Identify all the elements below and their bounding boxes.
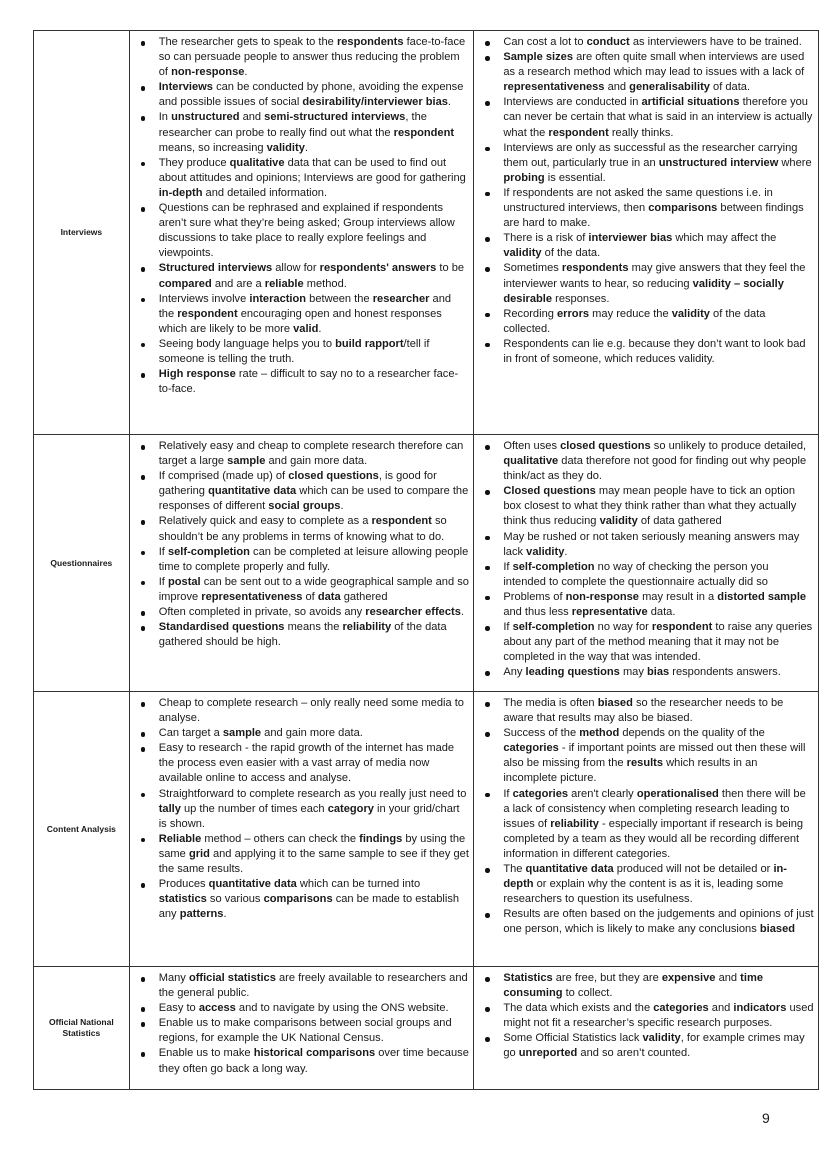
bold-term: Standardised questions (158, 621, 285, 634)
bold-term: compared (158, 277, 212, 290)
bold-term: validity (503, 247, 542, 260)
bold-term: interaction (249, 292, 307, 305)
bullet-item (159, 726, 470, 741)
bold-term: categories (653, 1002, 709, 1015)
bold-term: validity (642, 1032, 681, 1045)
bullet-item (159, 971, 470, 1001)
bullet-text: and so aren’t counted. (577, 1047, 691, 1060)
bullet-item (503, 307, 814, 337)
bullet-item (159, 1001, 470, 1016)
bullet-text: Some Official Statistics lack (503, 1032, 643, 1045)
bullet-text: Interviews involve (158, 292, 250, 305)
advantages-cell (129, 692, 474, 967)
bullet-text: depends on the quality of the (619, 727, 765, 740)
bullet-text: Cheap to complete research – only really need some media to analyse. (158, 697, 464, 725)
bullet-text: face-to-face so can persuade people to answer thus reducing the problem of (158, 36, 466, 79)
bold-term: non-response (171, 66, 245, 79)
bullet-item (503, 1001, 814, 1031)
bullet-text: , for example crimes may go (503, 1032, 805, 1060)
bullet-text: May be rushed or not taken seriously meaning answers may lack (503, 530, 800, 558)
bullet-text: data. (647, 606, 676, 619)
bullet-text: . (318, 322, 322, 335)
disadvantages-list (478, 35, 814, 367)
bold-term: representative (571, 606, 648, 619)
advantages-list (134, 696, 470, 922)
bullet-text: by using the same (158, 832, 466, 860)
bullet-text: If (158, 545, 168, 558)
bold-term: respondent (548, 126, 609, 139)
bullet-item (503, 696, 814, 726)
bullet-item (159, 292, 470, 337)
bullet-text: and (708, 1002, 734, 1015)
bullet-text: over time because they often go back a long way. (158, 1047, 469, 1075)
bullet-text: which can be used to compare the responses of different (158, 485, 469, 513)
bullet-text: so the researcher needs to be aware that results may also be biased. (503, 697, 784, 725)
bold-term: High response (158, 368, 236, 381)
bullet-text: There is a risk of (503, 232, 589, 245)
bullet-text: Easy to research - the rapid growth of the internet has made the process even easier with a vast array of media now available online to access and analyse. (158, 742, 455, 785)
bold-term: quantitative data (208, 878, 297, 891)
bullet-text: Can cost a lot to (503, 36, 587, 48)
bold-term: closed questions (560, 440, 651, 452)
bullet-text: encouraging open and honest responses which are likely to be more (158, 307, 442, 335)
bold-term: semi-structured interviews (264, 111, 406, 124)
bullet-item (503, 726, 814, 786)
bold-term: validity (599, 515, 638, 528)
bullet-text: so unlikely to produce detailed, (650, 440, 807, 452)
bullet-text: Results are often based on the judgements and opinions of just one person, which is likely to make any conclusions (503, 908, 814, 936)
bullet-text: where (778, 156, 812, 169)
bullet-item (503, 261, 814, 306)
bullet-item (159, 605, 470, 620)
bullet-item (159, 1016, 470, 1046)
advantages-cell (129, 435, 474, 692)
bold-term: reliability (342, 621, 392, 634)
bold-term: patterns (179, 908, 224, 921)
bullet-text: up the number of times each (180, 802, 328, 815)
bullet-text: . (460, 606, 464, 619)
bullet-text: - especially important if research is being completed by a team as they would all be recording different information in different categories. (503, 817, 804, 860)
bullet-item (159, 1046, 470, 1076)
bold-term: historical comparisons (253, 1047, 376, 1060)
bullet-text: Respondents can lie e.g. because they don’t want to look bad in front of someone, which reduces validity. (503, 337, 806, 365)
bold-term: quantitative data (208, 485, 297, 498)
method-label: Content Analysis (34, 692, 130, 967)
bullet-text: rate – difficult to say no to a researcher face-to-face. (158, 368, 459, 396)
bullet-item (503, 35, 814, 50)
bullet-text: are often quite small when interviews are used as a research method which may lead to issues with a lack of (503, 51, 805, 79)
bullet-text: between the (306, 292, 373, 305)
bullet-text: Often uses (503, 440, 561, 452)
bullet-item (159, 35, 470, 80)
bullet-text: produced will not be detailed or (613, 863, 774, 876)
bullet-text: and the (158, 292, 452, 320)
bullet-text: Often completed in private, so avoids any (158, 606, 366, 619)
bold-term: self-completion (167, 545, 250, 558)
bold-term: respondents' answers (319, 262, 437, 275)
bold-term: postal (167, 575, 201, 588)
bullet-text: allow for (272, 262, 320, 275)
disadvantages-list (478, 971, 814, 1062)
bullet-text: may give answers that they feel the interviewer wants to hear, so reducing (503, 262, 806, 290)
disadvantages-list (478, 439, 814, 681)
bullet-text: Many (158, 972, 189, 984)
bullet-text: If (503, 621, 513, 634)
bullet-item (503, 907, 814, 937)
bold-term: respondent (371, 515, 432, 528)
bullet-text: Interviews are conducted in (503, 96, 642, 109)
bullet-text: . (564, 545, 568, 558)
bullet-item (159, 575, 470, 605)
bullet-text: Produces (158, 878, 209, 891)
bold-term: researcher effects (365, 606, 461, 619)
bullet-text: Enable us to make (158, 1047, 254, 1060)
bold-term: findings (359, 832, 403, 845)
bullet-text: If respondents are not asked the same questions i.e. in unstructured interviews, then (503, 186, 773, 215)
bold-term: representativeness (503, 81, 605, 94)
bold-term: sample (222, 727, 262, 740)
bold-term: operationalised (636, 787, 719, 800)
bullet-text: of the data. (541, 247, 601, 260)
bullet-text: Success of the (503, 727, 580, 740)
bold-term: quantitative data (525, 863, 614, 876)
bullet-item (159, 110, 470, 155)
bold-term: Interviews (158, 81, 213, 94)
bold-term: validity (671, 307, 710, 320)
bullet-text: means, so increasing (158, 141, 267, 154)
bullet-text: method. (303, 277, 347, 290)
bullet-item (503, 95, 814, 140)
bullet-item (159, 261, 470, 291)
bullet-text: so various (206, 893, 264, 906)
bullet-text: to raise any queries about any part of the method meaning that it may not be completed in the way that was intended. (503, 621, 813, 664)
bullet-text: They produce (158, 156, 230, 169)
bullet-text: Any (503, 666, 526, 679)
bullet-text: to be (436, 262, 465, 275)
disadvantages-cell (474, 967, 819, 1090)
bullet-text: between findings are hard to make. (503, 202, 804, 230)
bullet-text: Sometimes (503, 262, 562, 275)
bullet-item (159, 696, 470, 726)
bold-term: indicators (733, 1002, 787, 1015)
bullet-item (503, 50, 814, 95)
bullet-text: or explain why the content is as it is, leading some researchers to question its usefulness. (503, 878, 784, 906)
bullet-text: /tell if someone is telling the truth. (158, 337, 430, 365)
bullet-text: Straightforward to complete research as you really just need to (158, 787, 467, 800)
bullet-text: is essential. (544, 171, 606, 184)
bullet-text: used might not fit a researcher’s specific research purposes. (503, 1002, 814, 1030)
bold-term: bias (646, 666, 670, 679)
bold-term: validity (266, 141, 305, 154)
bold-term: interviewer bias (588, 232, 673, 245)
bullet-text: and are a (211, 277, 265, 290)
bullet-text: of (302, 590, 318, 603)
bold-term: reliability (550, 817, 599, 830)
bold-term: build rapport (335, 337, 404, 350)
bullet-text: no way of checking the person you intended to complete the questionnaire actually did so (503, 560, 769, 588)
bullet-text: . (340, 500, 344, 513)
bold-term: respondent (393, 126, 455, 139)
bold-term: expensive (661, 972, 716, 984)
bullet-text: which results in an incomplete picture. (503, 757, 758, 785)
bullet-text: as interviewers have to be trained. (629, 36, 802, 48)
bold-term: self-completion (512, 560, 595, 573)
bullet-text: Seeing body language helps you to (158, 337, 336, 350)
bullet-item (159, 439, 470, 469)
bullet-text: which may affect the (672, 232, 777, 245)
bullet-text: which can be turned into (296, 878, 421, 891)
bullet-text: The media is often (503, 697, 598, 709)
bold-term: unstructured interview (658, 156, 779, 169)
bullet-text: and to navigate by using the ONS website. (235, 1002, 449, 1015)
advantages-list (134, 439, 470, 650)
bullet-text: may reduce the (589, 307, 672, 320)
bullet-item (159, 877, 470, 922)
bullet-text: therefore you can never be certain that what is said in an interview is actually what the (503, 96, 813, 139)
bold-term: data (317, 590, 341, 603)
bullet-text: Interviews are only as successful as the researcher carrying them out, particularly true in an (503, 141, 798, 169)
bullet-text: and thus less (503, 606, 572, 619)
bold-term: comparisons (263, 893, 333, 906)
bullet-text: method – others can check the (201, 832, 360, 845)
bullet-item (503, 862, 814, 907)
table-row-questionnaires (34, 435, 819, 692)
bullet-text: . (223, 908, 227, 921)
bullet-text: responses. (552, 292, 610, 305)
bullet-text: . (304, 141, 308, 154)
bold-term: reliable (264, 277, 304, 290)
bullet-text: , is good for gathering (158, 470, 437, 498)
bold-term: respondents (336, 36, 404, 48)
bullet-text: , the researcher can probe to really find out what the (158, 111, 427, 139)
bullet-text: data that can be used to find out about attitudes and opinions; Interviews are good for gathering (158, 156, 466, 184)
bullet-item (503, 1031, 814, 1061)
table-row-official-statistics (34, 967, 819, 1090)
bullet-text: . (447, 96, 452, 109)
bullet-item (503, 971, 814, 1001)
table-row-interviews (34, 31, 819, 435)
bullet-text: and gain more data. (265, 455, 368, 468)
bold-term: sample (227, 455, 266, 468)
bold-term: grid (188, 847, 210, 860)
method-label: Questionnaires (34, 435, 130, 692)
bold-term: social groups (268, 500, 341, 513)
bold-term: respondent (177, 307, 238, 320)
bullet-item (159, 156, 470, 201)
bullet-text: The researcher gets to speak to the (158, 36, 337, 48)
bullet-text: may (619, 666, 647, 679)
bullet-text: Questions can be rephrased and explained if respondents aren’t sure what they’re being asked; Group interviews allow discussions to take place to really explore feelings and viewpoints. (158, 202, 455, 260)
bullet-text: Problems of (503, 590, 566, 603)
disadvantages-cell (474, 692, 819, 967)
bold-term: categories (512, 787, 569, 800)
bullet-text: are freely available to researchers and the general public. (158, 972, 468, 1000)
bullet-item (503, 186, 814, 231)
bullet-item (159, 545, 470, 575)
bold-term: biased (597, 697, 633, 709)
bullet-item (159, 514, 470, 544)
bold-term: in-depth (158, 186, 203, 199)
bold-term: category (327, 802, 374, 815)
bullet-text: of data. (709, 81, 751, 94)
bullet-item (159, 201, 470, 261)
bold-term: respondent (651, 621, 713, 634)
bold-term: in-depth (503, 863, 787, 891)
bold-term: time consuming (503, 972, 763, 1000)
bold-term: self-completion (512, 621, 595, 634)
bold-term: comparisons (648, 202, 718, 215)
bullet-text: can be completed at leisure allowing people time to complete properly and fully. (158, 545, 469, 573)
bullet-item (503, 620, 814, 665)
bold-term: validity (526, 545, 565, 558)
bullet-text: and (604, 81, 630, 94)
bold-term: leading questions (525, 666, 620, 679)
bullet-text: Easy to (158, 1002, 199, 1015)
bullet-text: - if important points are missed out then these will also be missing from the (503, 742, 806, 770)
disadvantages-cell (474, 31, 819, 435)
bullet-text: may result in a (638, 590, 718, 603)
bullet-text: and (715, 972, 741, 984)
bold-term: respondents (561, 262, 629, 275)
advantages-cell (129, 967, 474, 1090)
bullet-item (159, 832, 470, 877)
bullet-text: no way for (594, 621, 652, 634)
bold-term: Reliable (158, 832, 202, 845)
bullet-text: and applying it to the same sample to see if they get the same results. (158, 847, 469, 876)
bullet-item (159, 337, 470, 367)
bold-term: results (626, 757, 664, 770)
bold-term: Sample sizes (503, 51, 574, 64)
bullet-text: of the data gathered should be high. (158, 621, 447, 649)
bold-term: desirability/interviewer bias (302, 96, 448, 109)
table-row-content-analysis (34, 692, 819, 967)
bold-term: representativeness (201, 590, 303, 603)
bullet-item (503, 439, 814, 484)
bullet-text: Can target a (158, 727, 223, 740)
bullet-item (159, 469, 470, 514)
bullet-text: of the data collected. (503, 307, 766, 335)
bold-term: qualitative (503, 455, 559, 468)
bullet-item (503, 590, 814, 620)
bullet-item (503, 231, 814, 261)
bold-term: qualitative (229, 156, 285, 169)
bold-term: conduct (586, 36, 630, 48)
bold-term: Closed questions (503, 485, 596, 498)
bullet-item (159, 620, 470, 650)
bullet-text: The data which exists and the (503, 1002, 654, 1015)
bullet-text: and gain more data. (261, 727, 363, 740)
bold-term: valid (293, 322, 319, 335)
bold-term: Structured interviews (158, 262, 273, 275)
bold-term: access (198, 1002, 236, 1015)
bullet-text: aren't clearly (568, 787, 637, 800)
bullet-text: really thinks. (608, 126, 674, 139)
bullet-text: of data gathered (637, 515, 722, 528)
bullet-text: can be sent out to a wide geographical sample and so improve (158, 575, 469, 603)
method-label: Interviews (34, 31, 130, 435)
bullet-item (503, 665, 814, 680)
bold-term: validity – socially desirable (503, 277, 784, 305)
bullet-text: and detailed information. (202, 186, 328, 199)
bold-term: statistics (158, 893, 207, 906)
method-label: Official National Statistics (34, 967, 130, 1090)
bullet-text: Enable us to make comparisons between social groups and regions, for example the UK National Census. (158, 1017, 452, 1045)
bold-term: Statistics (503, 972, 553, 984)
bullet-text: may mean people have to tick an option box closest to what they think rather than what they actually think thus reducing (503, 485, 797, 528)
bold-term: unstructured (171, 111, 240, 124)
bold-term: distorted sample (717, 590, 807, 603)
bullet-text: in your grid/chart is shown. (158, 802, 460, 830)
bullet-text: . (244, 66, 248, 79)
bold-term: researcher (372, 292, 430, 305)
bullet-text: Relatively easy and cheap to complete research therefore can target a large (158, 440, 464, 468)
bold-term: biased (759, 923, 796, 936)
bullet-text: means the (284, 621, 343, 634)
bullet-item (503, 560, 814, 590)
bullet-text: data therefore not good for finding out why people think/act as they do. (503, 455, 807, 483)
bullet-item (159, 741, 470, 786)
disadvantages-cell (474, 435, 819, 692)
bullet-text: If (158, 575, 168, 588)
bullet-item (159, 80, 470, 110)
bullet-text: so shouldn’t be any problems in terms of knowing what to do. (158, 515, 447, 543)
bold-term: errors (557, 307, 590, 320)
bullet-text: Recording (503, 307, 557, 320)
bullet-text: If (503, 787, 513, 800)
bullet-text: can be conducted by phone, avoiding the expense and possible issues of social (158, 81, 464, 109)
bullet-text: If (503, 560, 513, 573)
bullet-text: then there will be a lack of consistency when completing research leading to issues of (503, 787, 806, 830)
bullet-text: In (158, 111, 172, 124)
bold-term: artificial situations (641, 96, 740, 109)
bullet-item (159, 787, 470, 832)
bullet-item (503, 787, 814, 862)
disadvantages-list (478, 696, 814, 938)
bullet-text: and (239, 111, 265, 124)
bold-term: unreported (518, 1047, 578, 1060)
bullet-text: If comprised (made up) of (158, 470, 289, 483)
bullet-item (503, 141, 814, 186)
bullet-item (503, 484, 814, 529)
bullet-text: gathered (340, 590, 388, 603)
bullet-text: respondents answers. (669, 666, 781, 679)
page-number: 9 (762, 1110, 770, 1126)
bold-term: categories (503, 742, 559, 755)
bullet-item (159, 367, 470, 397)
bold-term: official statistics (188, 972, 276, 984)
bullet-text: are free, but they are (552, 972, 662, 984)
bold-term: non-response (565, 590, 639, 603)
bullet-text: The (503, 863, 526, 876)
bold-term: generalisability (629, 81, 710, 94)
advantages-list (134, 35, 470, 397)
bullet-item (503, 530, 814, 560)
bold-term: closed questions (288, 470, 379, 483)
bold-term: probing (503, 171, 545, 184)
bold-term: tally (158, 802, 181, 815)
bold-term: method (579, 727, 620, 740)
advantages-cell (129, 31, 474, 435)
advantages-list (134, 971, 470, 1077)
research-methods-table (33, 30, 819, 1090)
bullet-text: Relatively quick and easy to complete as a (158, 515, 372, 528)
bullet-text: to collect. (562, 987, 613, 1000)
bullet-text: can be made to establish any (158, 893, 460, 921)
bullet-item (503, 337, 814, 367)
